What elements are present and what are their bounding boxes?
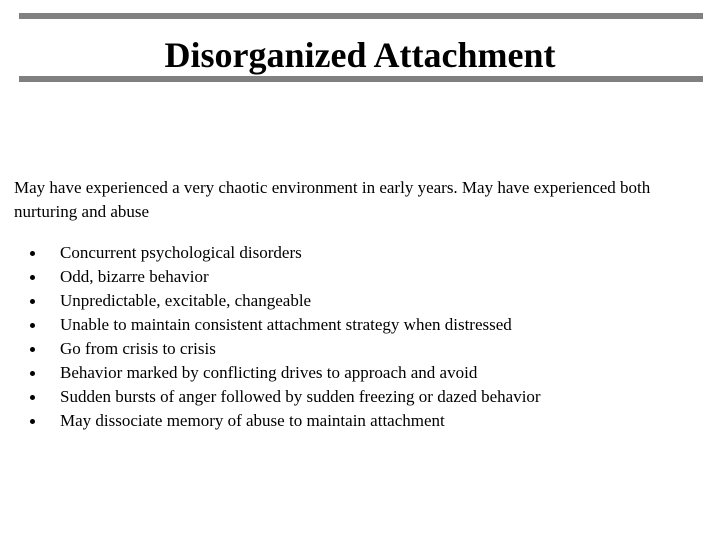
bullet-list [14,241,694,433]
bullet-text: Concurrent psychological disorders [60,243,302,262]
bullet-dot-icon [30,395,35,400]
bullet-item [14,313,694,337]
bullet-item [14,289,694,313]
bullet-item [14,409,694,433]
bullet-item [14,385,694,409]
bullet-text: Unable to maintain consistent attachment strategy when distressed [60,315,512,334]
bullet-dot-icon [30,371,35,376]
bullet-dot-icon [30,323,35,328]
bullet-item [14,265,694,289]
bullet-item [14,241,694,265]
bullet-text: Sudden bursts of anger followed by sudden freezing or dazed behavior [60,387,541,406]
bullet-item [14,337,694,361]
bullet-text: Behavior marked by conflicting drives to approach and avoid [60,363,478,382]
bullet-dot-icon [30,347,35,352]
bullet-text: Go from crisis to crisis [60,339,216,358]
slide-title: Disorganized Attachment [164,35,556,75]
bullet-text: Odd, bizarre behavior [60,267,209,286]
bullet-dot-icon [30,299,35,304]
bullet-item [14,361,694,385]
bullet-dot-icon [30,419,35,424]
title-rule-top [19,13,703,19]
bullet-dot-icon [30,251,35,256]
intro-paragraph: May have experienced a very chaotic environment in early years. May have experienced both nurturing and abuse [14,178,651,221]
title-rule-bottom [19,76,703,82]
bullet-text: Unpredictable, excitable, changeable [60,291,312,310]
bullet-text: May dissociate memory of abuse to maintain attachment [60,411,445,430]
bullet-dot-icon [30,275,35,280]
